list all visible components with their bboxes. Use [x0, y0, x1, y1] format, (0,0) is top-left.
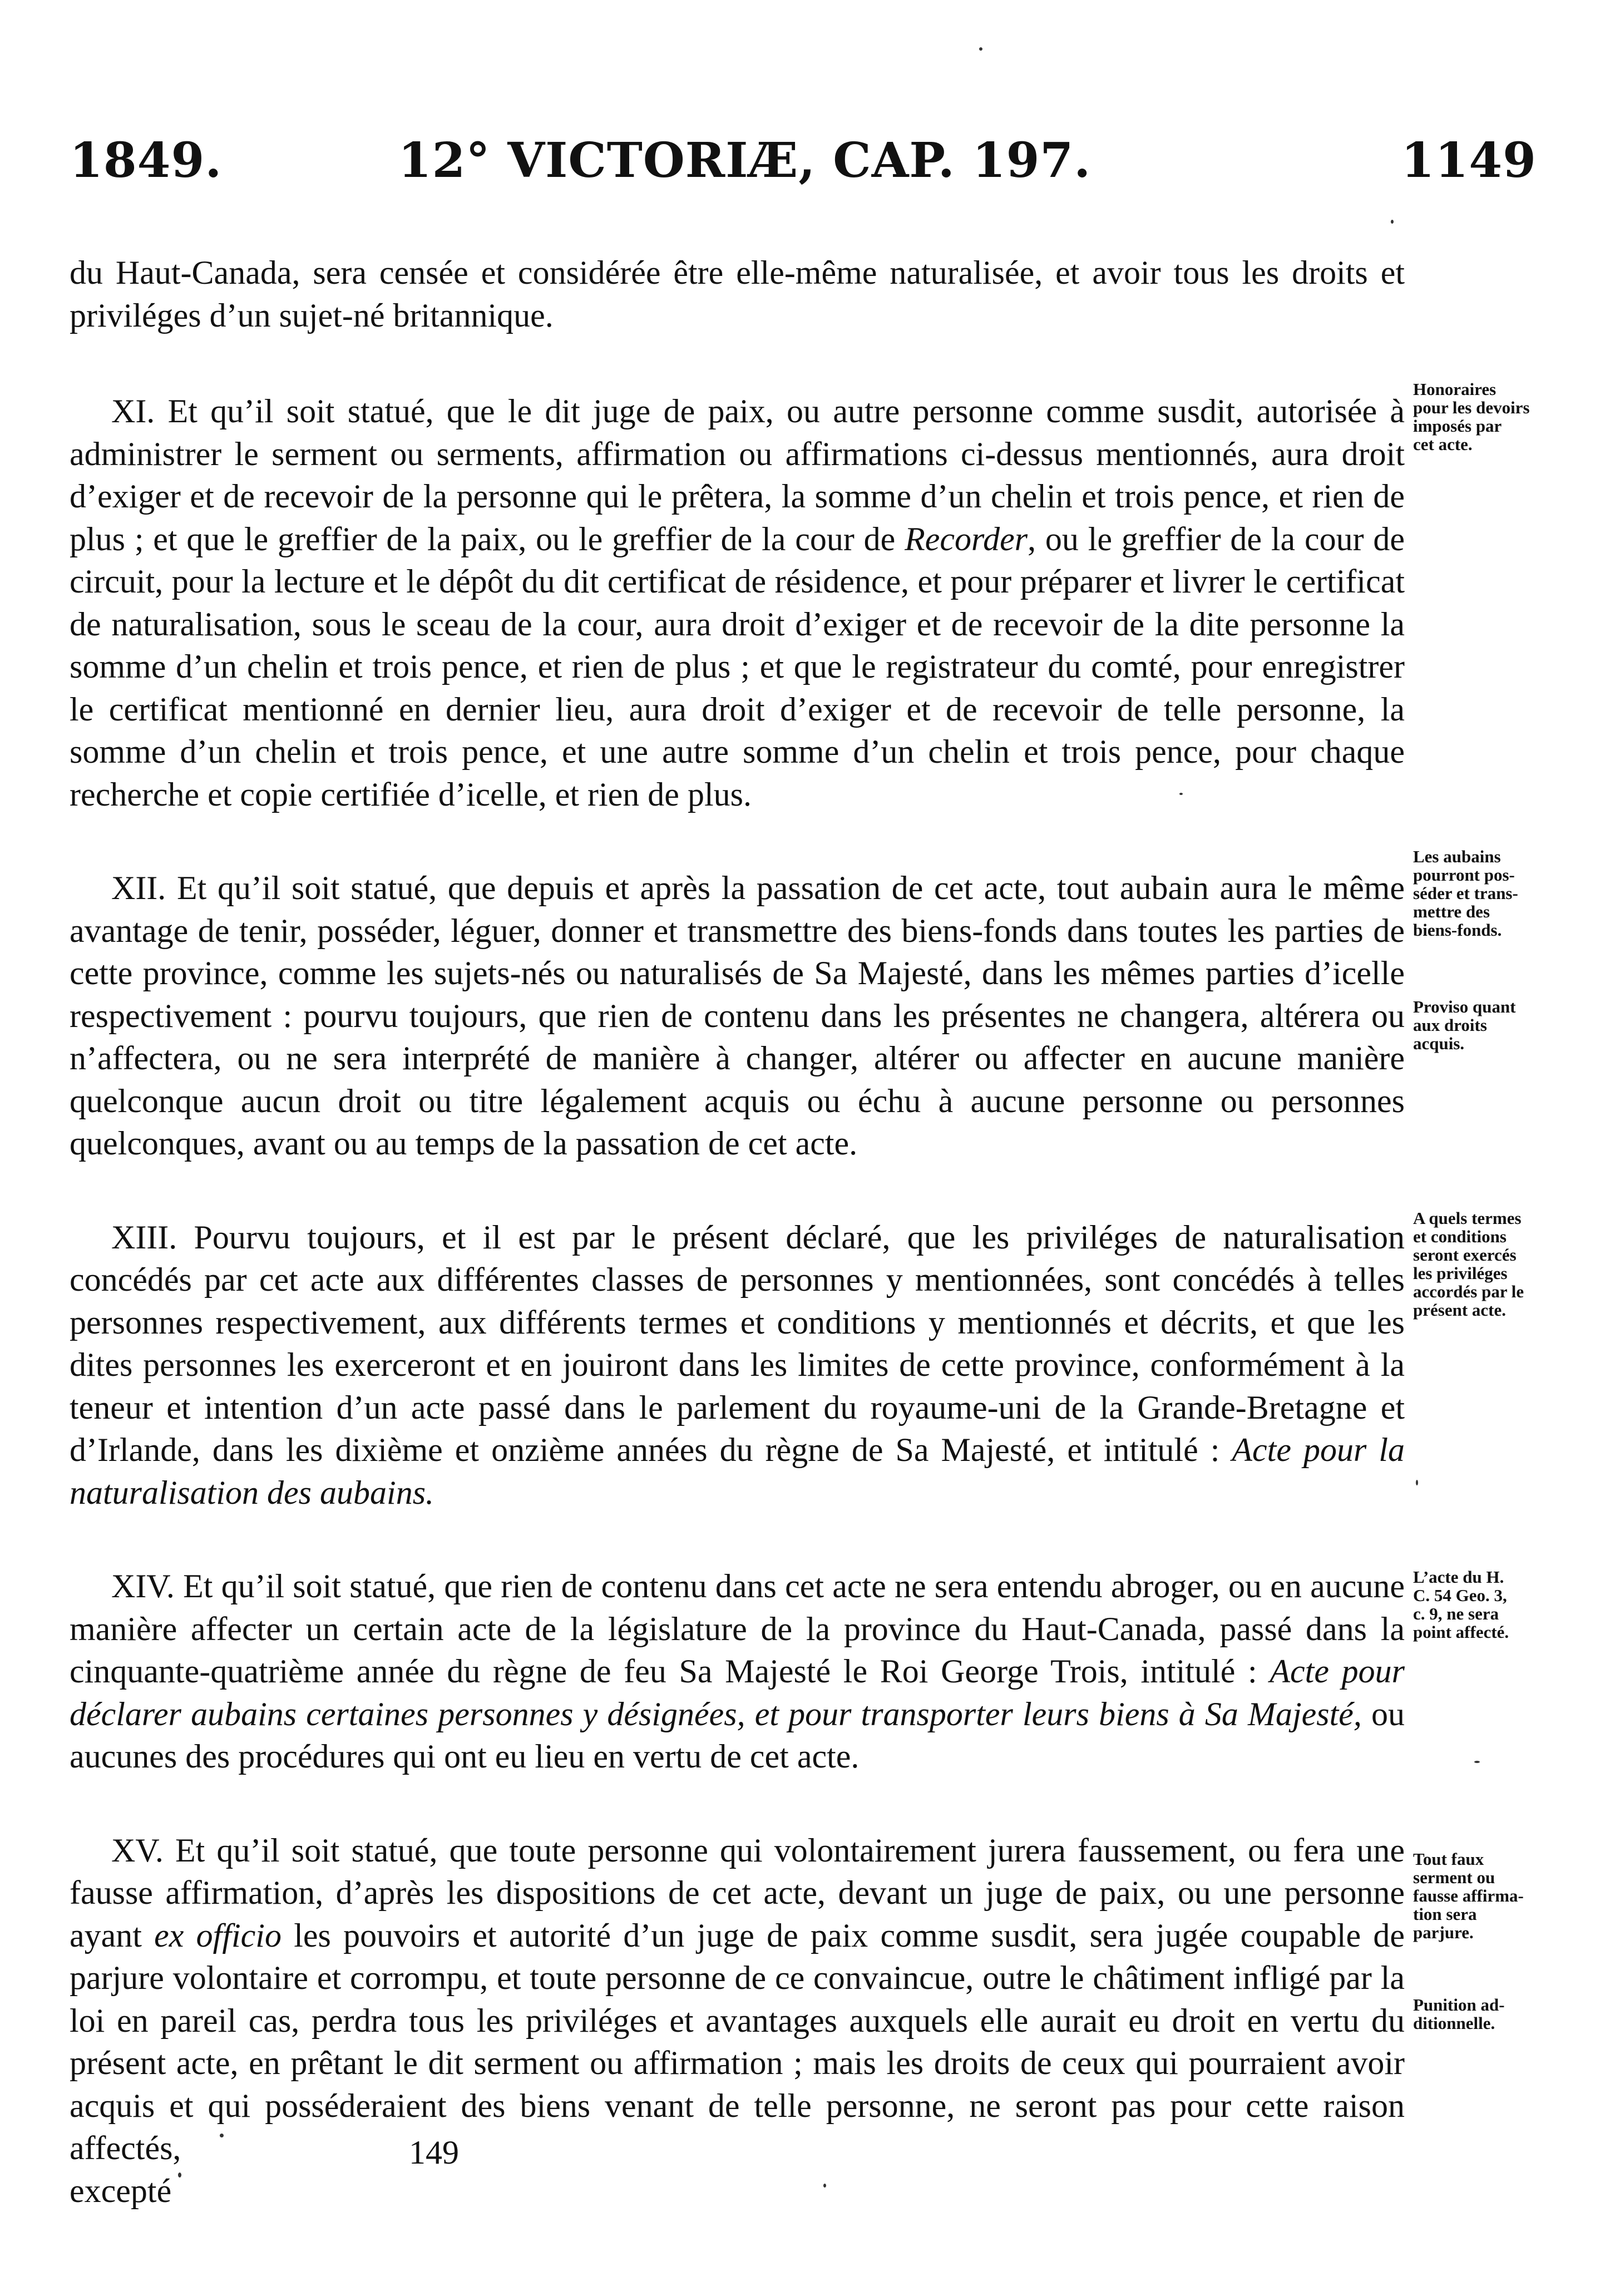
margin-note-proviso — [1413, 998, 1572, 1053]
margin-line: ditionnelle. — [1413, 2013, 1495, 2033]
section-xiii — [70, 1216, 1405, 1514]
margin-line: parjure. — [1413, 1923, 1474, 1942]
margin-line: aux droits — [1413, 1015, 1487, 1035]
paragraph-continuation — [70, 251, 1405, 337]
margin-note-act — [1413, 1568, 1572, 1641]
margin-line: Les aubains — [1413, 847, 1501, 866]
margin-line: présent acte. — [1413, 1300, 1506, 1320]
italic-act-title: Acte pour la naturalisation des aubains. — [70, 1431, 1405, 1511]
margin-line: mettre des — [1413, 902, 1490, 921]
margin-line: biens-fonds. — [1413, 920, 1502, 940]
paragraph-text: XIII. Pourvu toujours, et il est par le présent déclaré, que les priviléges de naturalisation concédés par cet acte aux différentes classes de personnes y mentionnées, sont concédés à telles personnes respectivement, aux différents termes et conditions y mentionnés et décrits, et que les dites personnes les exerceront et en jouiront dans les limites de cette province, conformément à la teneur et intention d’un acte passé dans le parlement du royaume-uni de la Grande-Bretagne et d’Irlande, dans les dixième et onzième années du règne de Sa Majesté, et intitulé : — [70, 1218, 1405, 1468]
margin-line: Tout faux — [1413, 1849, 1484, 1869]
margin-line: Honoraires — [1413, 379, 1496, 399]
section-xiv — [70, 1565, 1405, 1778]
paragraph-text: du Haut-Canada, sera censée et considérée être elle-même naturalisée, et avoir tous les droits et priviléges d’un sujet-né britannique. — [70, 254, 1405, 334]
margin-line: accordés par le — [1413, 1282, 1524, 1301]
speck — [1416, 1480, 1418, 1485]
header-page-number: 1149 — [1401, 132, 1537, 189]
margin-line: tion sera — [1413, 1904, 1477, 1924]
margin-line: seront exercés — [1413, 1245, 1517, 1265]
speck — [823, 2184, 826, 2188]
margin-line: les priviléges — [1413, 1263, 1508, 1283]
italic-act-title: Acte pour déclarer aubains certaines personnes y désignées, et pour transporter leurs biens à Sa Majesté, — [70, 1653, 1405, 1732]
margin-line: Proviso quant — [1413, 997, 1516, 1016]
margin-line: A quels termes — [1413, 1208, 1522, 1228]
header-year: 1849. — [70, 132, 223, 189]
running-header — [70, 132, 1537, 194]
paragraph-text: XV. Et qu’il soit statué, que toute personne qui volontairement jurera faussement, ou fera une fausse affirmation, d’après les dispositions de cet acte, devant un juge de paix, ou une personne ayant — [70, 1831, 1405, 1954]
margin-line: c. 9, ne sera — [1413, 1604, 1499, 1623]
margin-note-aliens — [1413, 847, 1572, 939]
margin-line: pour les devoirs — [1413, 398, 1530, 417]
section-xv — [70, 1829, 1405, 2170]
paragraph-text: les pouvoirs et autorité d’un juge de paix comme susdit, sera jugée coupable de parjure volontaire et corrompu, et toute personne de ce convaincue, outre le châtiment infligé par la loi en pareil cas, perdra tous les priviléges et avantages auxquels elle aurait eu droit en vertu du présent acte, en prêtant le dit serment ou affirmation ; mais les droits de ceux qui pourraient avoir acquis et qui posséderaient des biens venant de telle personne, ne seront pas pour cette raison affectés, — [70, 1917, 1405, 2166]
margin-line: C. 54 Geo. 3, — [1413, 1586, 1507, 1605]
main-text — [70, 251, 1405, 2212]
margin-line: et conditions — [1413, 1227, 1507, 1246]
margin-line: L’acte du H. — [1413, 1567, 1504, 1587]
header-title: 12° VICTORIÆ, CAP. 197. — [398, 132, 1091, 189]
margin-line: séder et trans- — [1413, 883, 1518, 903]
speck — [220, 2134, 224, 2137]
italic-term: Recorder — [905, 520, 1028, 557]
section-xi — [70, 390, 1405, 816]
margin-line: acquis. — [1413, 1034, 1465, 1053]
paragraph-text: XI. Et qu’il soit statué, que le dit juge de paix, ou autre personne comme susdit, autorisée à administrer le serment ou serments, affirmation ou affirmations ci-dessus mentionnés, aura droit d’exiger et de recevoir de la personne qui le prêtera, la somme d’un chelin et trois pence, et rien de plus ; et que le greffier de la paix, ou le greffier de la cour de — [70, 393, 1405, 557]
speck — [1179, 793, 1183, 795]
margin-line: Punition ad- — [1413, 1995, 1505, 2014]
section-xii — [70, 867, 1405, 1165]
margin-line: point affecté. — [1413, 1622, 1509, 1642]
speck — [979, 47, 982, 51]
margin-note-punishment — [1413, 1996, 1572, 2032]
margin-note-perjury — [1413, 1850, 1572, 1942]
paragraph-text: ou aucunes des procédures qui ont eu lieu en vertu de cet acte. — [70, 1695, 1405, 1775]
speck — [178, 2172, 181, 2178]
margin-note-fees — [1413, 380, 1572, 453]
margin-line: imposés par — [1413, 416, 1502, 436]
catchword: excepté — [70, 2172, 172, 2209]
italic-term: ex officio — [154, 1917, 281, 1954]
signature-number: 149 — [409, 2134, 459, 2171]
margin-note-terms — [1413, 1209, 1572, 1319]
paragraph-text: , ou le greffier de la cour de circuit, pour la lecture et le dépôt du dit certificat de résidence, et pour préparer et livrer le certificat de naturalisation, sous le sceau de la cour, aura droit d’exiger et de recevoir de la dite personne la somme d’un chelin et trois pence, et rien de plus ; et que le registrateur du comté, pour enregistrer le certificat mentionné en dernier lieu, aura droit d’exiger et de recevoir de telle personne, la somme d’un chelin et trois pence, et une autre somme d’un chelin et trois pence, pour chaque recherche et copie certifiée d’icelle, et rien de plus. — [70, 520, 1405, 813]
paragraph-text: XIV. Et qu’il soit statué, que rien de contenu dans cet acte ne sera entendu abroger, ou en aucune manière affecter un certain acte de la législature de la province du Haut-Canada, passé dans la cinquante-quatrième année du règne de feu Sa Majesté le Roi George Trois, intitulé : — [70, 1568, 1405, 1690]
margin-line: serment ou — [1413, 1868, 1495, 1887]
speck — [1474, 1761, 1480, 1763]
catchword-line — [70, 2170, 1405, 2213]
speck — [1391, 220, 1394, 224]
paragraph-text: XII. Et qu’il soit statué, que depuis et après la passation de cet acte, tout aubain aura le même avantage de tenir, posséder, léguer, donner et transmettre des biens-fonds dans toutes les parties de cette province, comme les sujets-nés ou naturalisés de Sa Majesté, dans les mêmes parties d’icelle respectivement : pourvu toujours, que rien de contenu dans les présentes ne changera, altérera ou n’affectera, ou ne sera interprété de manière à changer, altérer ou affecter en aucune manière quelconque aucun droit ou titre légalement acquis ou échu à aucune personne ou personnes quelconques, avant ou au temps de la passation de cet acte. — [70, 870, 1405, 1162]
margin-line: fausse affirma- — [1413, 1886, 1524, 1905]
margin-line: cet acte. — [1413, 434, 1473, 454]
margin-line: pourront pos- — [1413, 865, 1515, 885]
